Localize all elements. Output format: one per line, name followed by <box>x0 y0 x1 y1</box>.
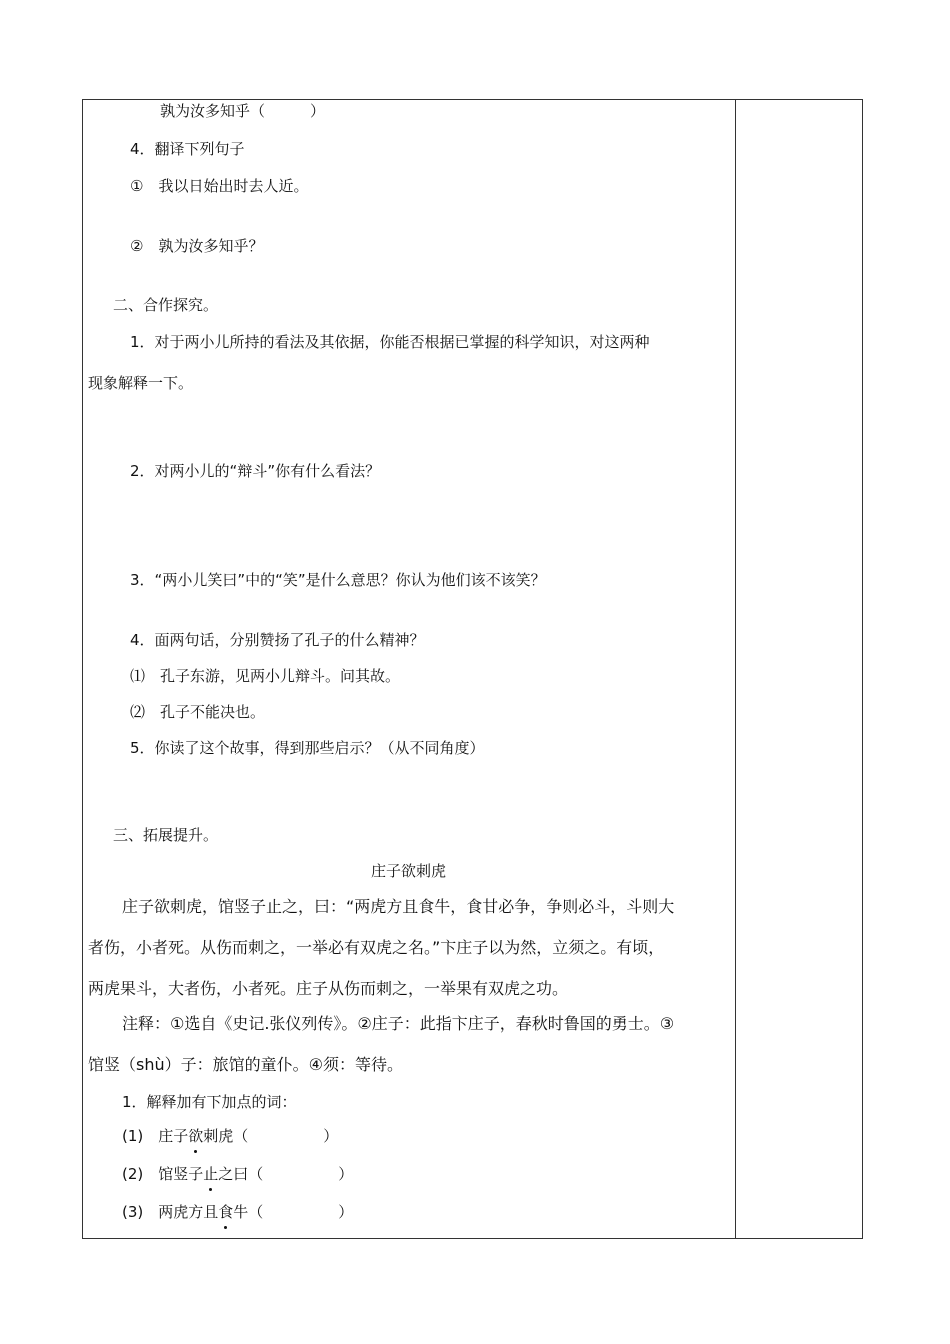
passage-line: 庄子欲刺虎，馆竖子止之，曰：“两虎方且食牛，食甘必争，争则必斗，斗则大 <box>122 897 675 916</box>
question: 1．解释加有下加点的词： <box>122 1093 297 1111</box>
list-item <box>122 1126 338 1146</box>
text-line: ⑴ 孔子东游，见两小儿辩斗。问其故。 <box>130 667 401 685</box>
text-line: ② 孰为汝多知乎？ <box>130 237 264 255</box>
question: 3．“两小儿笑曰”中的“笑”是什么意思？你认为他们该不该笑？ <box>130 571 546 589</box>
dotted-word: 止 <box>203 1165 219 1183</box>
question-continued: 现象解释一下。 <box>88 374 194 392</box>
item-suffix: 之曰（ ） <box>218 1165 354 1183</box>
question-heading: 4．翻译下列句子 <box>130 140 245 158</box>
passage-title: 庄子欲刺虎 <box>370 862 446 880</box>
section-heading: 三、拓展提升。 <box>113 826 219 844</box>
question: 1．对于两小儿所持的看法及其依据，你能否根据已掌握的科学知识，对这两种 <box>130 333 650 351</box>
note-line: 注释：①选自《史记.张仪列传》。②庄子：此指卞庄子，春秋时鲁国的勇士。③ <box>122 1014 675 1033</box>
passage-line: 者伤，小者死。从伤而刺之，一举必有双虎之名。”卞庄子以为然，立须之。有顷， <box>88 938 665 957</box>
text-line: ① 我以日始出时去人近。 <box>130 177 309 195</box>
item-prefix: (2) 馆竖子 <box>122 1165 204 1183</box>
text-line: 孰为汝多知乎（ ） <box>160 102 326 120</box>
question: 2．对两小儿的“辩斗”你有什么看法？ <box>130 462 381 480</box>
section-heading: 二、合作探究。 <box>113 296 219 314</box>
list-item <box>122 1202 353 1222</box>
question: 5．你读了这个故事，得到那些启示？（从不同角度） <box>130 739 485 757</box>
item-suffix: 刺虎（ ） <box>203 1127 339 1145</box>
question: 4．面两句话，分别赞扬了孔子的什么精神？ <box>130 631 425 649</box>
text-line: ⑵ 孔子不能决也。 <box>130 703 266 721</box>
dotted-word: 欲 <box>188 1127 204 1145</box>
item-suffix: 牛（ ） <box>233 1203 354 1221</box>
item-prefix: (3) 两虎方且 <box>122 1203 219 1221</box>
item-prefix: (1) 庄子 <box>122 1127 189 1145</box>
dotted-word: 食 <box>218 1203 234 1221</box>
list-item <box>122 1164 353 1184</box>
column-divider <box>735 99 736 1239</box>
note-line: 馆竖（shù）子：旅馆的童仆。④须：等待。 <box>88 1055 403 1074</box>
passage-line: 两虎果斗，大者伤，小者死。庄子从伤而刺之，一举果有双虎之功。 <box>88 979 569 998</box>
